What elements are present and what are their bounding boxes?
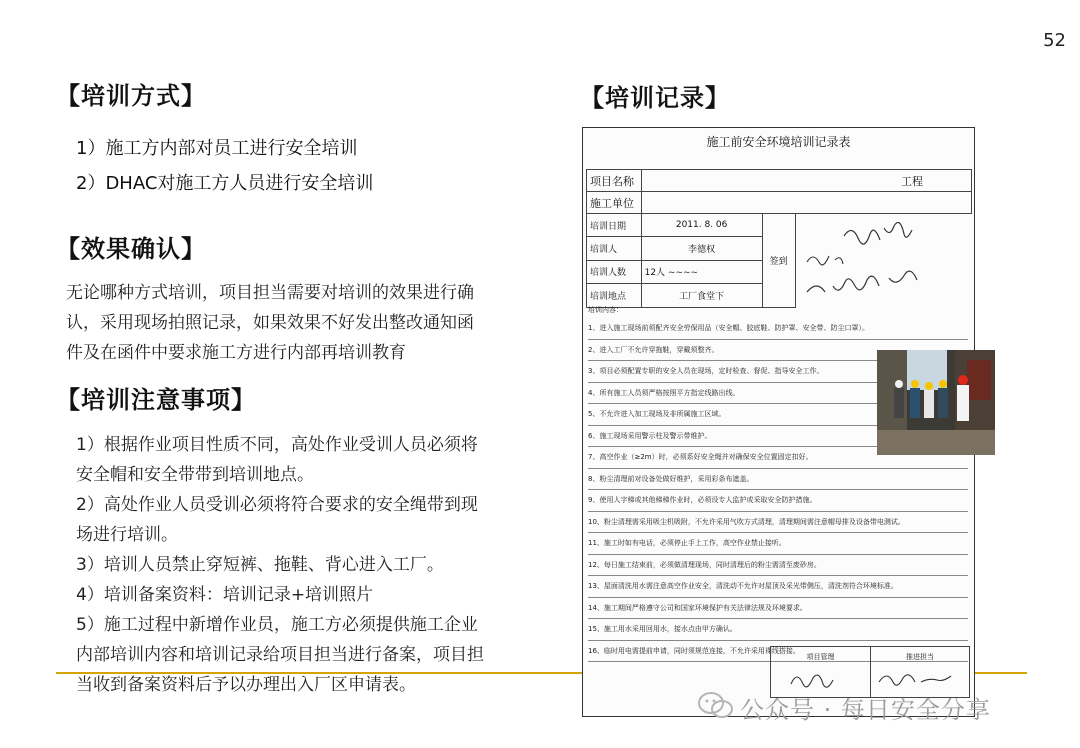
- training-photo: [877, 350, 995, 455]
- location-value: 工厂食堂下: [641, 284, 762, 307]
- list-item: 14、施工期间严格遵守公司和国家环境保护有关法律法规及环境要求。: [588, 598, 968, 620]
- training-method-list: [76, 131, 373, 201]
- list-item: 1）施工方内部对员工进行安全培训: [76, 138, 358, 159]
- text-line: 当收到备案资料后予以办理出入厂区申请表。: [76, 675, 416, 695]
- project-name-value: 工程: [641, 170, 971, 192]
- list-item: 11、施工时如有电话，必须停止手上工作，高空作业禁止接听。: [588, 533, 968, 555]
- effect-confirmation-heading: 【效果确认】: [56, 235, 206, 263]
- form-title: 施工前安全环境培训记录表: [706, 135, 851, 149]
- contractor-label: 施工单位: [587, 192, 642, 214]
- signatures-scribble: [799, 214, 969, 304]
- list-item: 13、屋面清洗用水需注意高空作业安全，清洗动不允许对屋顶及采光带侧压，清洗剂符合环境标准。: [588, 576, 968, 598]
- text-line: 安全帽和安全带带到培训地点。: [76, 465, 314, 485]
- signoff-right-signature: [871, 662, 967, 692]
- signoff-left-signature: [771, 662, 867, 692]
- list-item: 2）DHAC对施工方人员进行安全培训: [76, 173, 374, 194]
- text-line: 认，采用现场拍照记录，如果效果不好发出整改通知函: [66, 313, 474, 333]
- training-notes-heading: 【培训注意事项】: [56, 386, 256, 414]
- training-record-heading: 【培训记录】: [580, 84, 730, 112]
- content-label: 培训内容：: [588, 306, 623, 314]
- text-line: 内部培训内容和培训记录给项目担当进行备案，项目担: [76, 645, 484, 665]
- form-header-table: [586, 169, 972, 308]
- list-item: 6、施工现场采用警示柱及警示带维护。: [588, 426, 968, 448]
- list-item: 4、所有施工人员须严格按照平方指定线路出线。: [588, 383, 968, 405]
- text-line: 5）施工过程中新增作业员，施工方必须提供施工企业: [76, 615, 478, 635]
- list-item: 2、进入工厂不允许穿拖鞋，穿戴须整齐。: [588, 340, 968, 362]
- list-item: 5、不允许进入加工现场及非所属施工区域。: [588, 404, 968, 426]
- workers-photo-image: [877, 350, 995, 455]
- page-number: 52: [1043, 30, 1066, 51]
- list-item: 12、每日施工结束前，必须做清理现场，同时清理后的粉尘需清至废砂房。: [588, 555, 968, 577]
- count-value: [641, 260, 762, 283]
- text-line: 场进行培训。: [76, 525, 178, 545]
- signoff-left-label: 项目管理: [806, 653, 835, 661]
- effect-confirmation-text: [66, 278, 474, 368]
- text-line: 1）根据作业项目性质不同，高处作业受训人员必须将: [76, 435, 478, 455]
- list-item: 9、使用人字梯或其他梯梯作业时，必须设专人监护或采取安全防护措施。: [588, 490, 968, 512]
- list-item: 10、粉尘清理需采用吸尘机吸附，不允许采用气吹方式清理，清理期间需注意帽母排及设备带电测试。: [588, 512, 968, 534]
- training-method-heading: 【培训方式】: [56, 82, 206, 110]
- date-value: 2011. 8. 06: [641, 214, 762, 237]
- list-item: 15、施工用水采用回用水，接水点由甲方确认。: [588, 619, 968, 641]
- divider-line-right: [975, 672, 1027, 674]
- list-item: 1、进入施工现场前须配齐安全劳保用品（安全帽、胶底鞋、防护罩、安全带、防尘口罩）。: [588, 318, 968, 340]
- watermark-text: 公众号 · 每日安全分享: [740, 696, 991, 724]
- count-number: 12人: [644, 268, 666, 279]
- divider-line-left: [56, 672, 582, 674]
- sign-in-label: 签到: [762, 214, 795, 308]
- project-name-label: 项目名称: [587, 170, 642, 192]
- text-line: 2）高处作业人员受训必须将符合要求的安全绳带到现: [76, 495, 478, 515]
- signoff-right-label: 推进担当: [906, 653, 934, 661]
- list-item: 3、项目必须配置专职的安全人员在现场，定时检查、督促、指导安全工作。: [588, 361, 968, 383]
- wechat-icon: [697, 690, 735, 720]
- sign-in-area: [795, 214, 972, 308]
- text-line: 4）培训备案资料：培训记录+培训照片: [76, 585, 374, 605]
- contractor-value: [641, 192, 971, 214]
- trainer-value: 李德权: [641, 237, 762, 260]
- handwritten-note: ~~~~: [667, 268, 699, 279]
- text-line: 3）培训人员禁止穿短裤、拖鞋、背心进入工厂。: [76, 555, 444, 575]
- text-line: 无论哪种方式培训，项目担当需要对培训的效果进行确: [66, 283, 474, 303]
- list-item: 16、临时用电需提前申请，同时须规范连接，不允许采用裸线搭接。: [588, 641, 968, 663]
- text-line: 件及在函件中要求施工方进行内部再培训教育: [66, 343, 406, 363]
- count-label: 培训人数: [587, 260, 642, 283]
- location-label: 培训地点: [587, 284, 642, 307]
- training-notes-text: [76, 430, 484, 700]
- list-item: 8、粉尘清理前对设备处做好维护，采用彩条布遮盖。: [588, 469, 968, 491]
- trainer-label: 培训人: [587, 237, 642, 260]
- list-item: 7、高空作业（≥2m）时，必须系好安全绳并对确保安全位置固定扣好。: [588, 447, 968, 469]
- date-label: 培训日期: [587, 214, 642, 237]
